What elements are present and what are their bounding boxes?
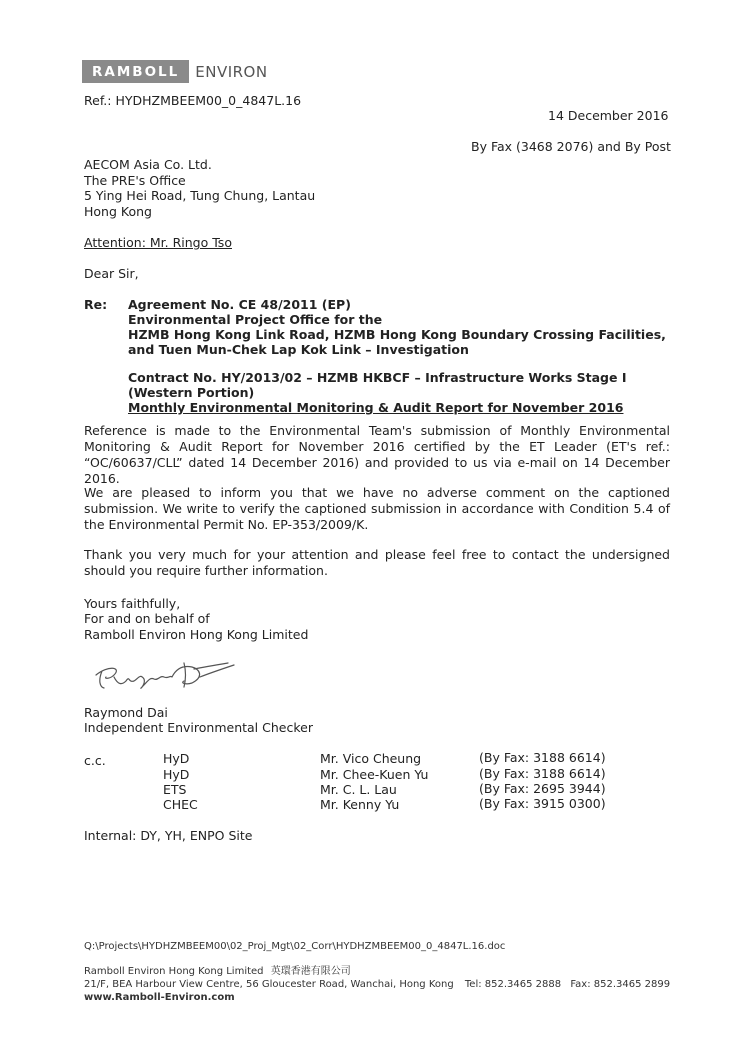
closing-line: Yours faithfully,: [84, 596, 181, 611]
file-path: Q:\Projects\HYDHZMBEEM00\02_Proj_Mgt\02_Corr\HYDHZMBEEM00_0_4847L.16.doc: [84, 941, 506, 952]
footer-company-line: [84, 965, 351, 979]
subject-report-title: Monthly Environmental Monitoring & Audit Report for November 2016: [128, 400, 624, 415]
signatory-name: Raymond Dai: [84, 705, 168, 720]
cc-name: Mr. Vico Cheung: [320, 751, 422, 766]
letter-date: 14 December 2016: [548, 108, 669, 123]
closing-company: Ramboll Environ Hong Kong Limited: [84, 627, 309, 642]
recipient-company: AECOM Asia Co. Ltd.: [84, 157, 212, 172]
footer-company-cn: 英環香港有限公司: [270, 966, 351, 977]
signatory-title: Independent Environmental Checker: [84, 720, 313, 735]
cc-org: HyD: [163, 767, 190, 782]
cc-name: Mr. C. L. Lau: [320, 782, 397, 797]
footer-company: Ramboll Environ Hong Kong Limited: [84, 966, 264, 977]
logo-brand: RAMBOLL: [82, 60, 189, 83]
subject-project-office: Environmental Project Office for the: [128, 312, 383, 327]
salutation: Dear Sir,: [84, 266, 139, 281]
signature-image: [88, 655, 248, 695]
subject-project-title-cont: and Tuen Mun-Chek Lap Kok Link – Investigation: [128, 342, 469, 357]
delivery-method: By Fax (3468 2076) and By Post: [471, 139, 671, 154]
recipient-office: The PRE's Office: [84, 173, 186, 188]
recipient-address: 5 Ying Hei Road, Tung Chung, Lantau: [84, 188, 316, 203]
subject-contract-portion: (Western Portion): [128, 385, 255, 400]
cc-fax: (By Fax: 2695 3944): [479, 781, 606, 796]
subject-agreement: Agreement No. CE 48/2011 (EP): [128, 297, 351, 312]
recipient-region: Hong Kong: [84, 204, 152, 219]
footer-fax: Fax: 852.3465 2899: [570, 979, 671, 990]
body-paragraph-1: Reference is made to the Environmental Team's submission of Monthly Environmental Monitoring & Audit Report for November 2016 certified by the ET Leader (ET's ref.: “OC/60637/CLL” dated 14 December 2016) and provided to us via e-mail on 14 December 2016.: [84, 423, 670, 486]
body-paragraph-3: Thank you very much for your attention and please feel free to contact the undersigned should you require further information.: [84, 547, 670, 578]
footer-tel: Tel: 852.3465 2888: [464, 979, 562, 990]
cc-org: HyD: [163, 751, 190, 766]
footer-address-line: [84, 978, 670, 992]
cc-fax: (By Fax: 3188 6614): [479, 766, 606, 781]
attention-line: Attention: Mr. Ringo Tso: [84, 235, 232, 250]
subject-project-title: HZMB Hong Kong Link Road, HZMB Hong Kong Boundary Crossing Facilities,: [128, 327, 666, 342]
cc-fax: (By Fax: 3188 6614): [479, 750, 606, 765]
reference-number: Ref.: HYDHZMBEEM00_0_4847L.16: [84, 93, 302, 108]
closing-behalf: For and on behalf of: [84, 611, 210, 626]
body-paragraph-2: We are pleased to inform you that we have no adverse comment on the captioned submission. We write to verify the captioned submission in accordance with Condition 5.4 of the Environmental Permit No. EP-353/2009/K.: [84, 485, 670, 532]
footer-website[interactable]: www.Ramboll-Environ.com: [84, 992, 235, 1003]
cc-org: ETS: [163, 782, 187, 797]
cc-fax: (By Fax: 3915 0300): [479, 796, 606, 811]
cc-org: CHEC: [163, 797, 198, 812]
subject-block: [128, 297, 670, 415]
footer-address: 21/F, BEA Harbour View Centre, 56 Gloucester Road, Wanchai, Hong Kong: [84, 979, 454, 990]
subject-label: Re:: [84, 297, 108, 312]
company-logo: [82, 60, 268, 83]
subject-contract: Contract No. HY/2013/02 – HZMB HKBCF – Infrastructure Works Stage I: [128, 370, 627, 385]
cc-label: c.c.: [84, 753, 106, 768]
logo-sub: ENVIRON: [195, 62, 268, 81]
cc-name: Mr. Kenny Yu: [320, 797, 400, 812]
internal-distribution: Internal: DY, YH, ENPO Site: [84, 828, 253, 843]
cc-name: Mr. Chee-Kuen Yu: [320, 767, 429, 782]
